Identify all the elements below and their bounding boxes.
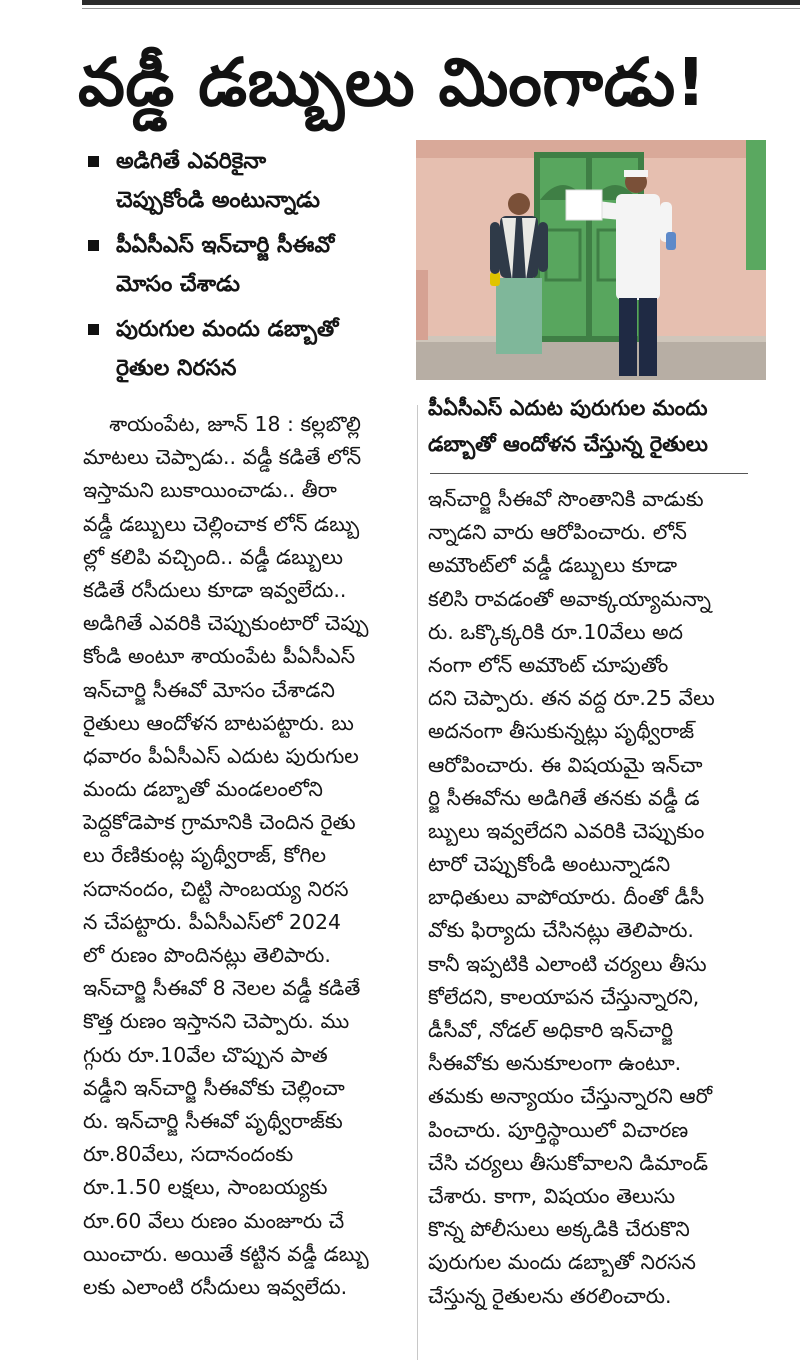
article-line: మందు డబ్బాతో మండలంలోని: [83, 777, 323, 802]
square-bullet-icon: [88, 324, 99, 335]
bullet-line: మోసం చేశాడు: [116, 272, 240, 297]
article-line: ఆరోపించారు. ఈ విషయమై ఇన్‌చా: [428, 752, 703, 777]
bullet-item: [88, 142, 398, 220]
photo-caption: [428, 390, 758, 462]
article-line: అడిగితే ఎవరికి చెప్పుకుంటారో చెప్పు: [83, 611, 369, 636]
article-left-column: [83, 408, 408, 1304]
article-line: లు రేణికుంట్ల పృథ్వీరాజ్, కోగిల: [83, 843, 326, 868]
top-rule: [82, 0, 800, 5]
article-line: మాటలు చెప్పాడు.. వడ్డీ కడితే లోన్: [83, 445, 362, 470]
article-line: వోకు ఫిర్యాదు చేసినట్లు తెలిపారు.: [428, 918, 694, 943]
article-line: శాయంపేట, జూన్ 18 : కల్లబొల్లి: [83, 412, 361, 436]
article-line: న్నాడని వారు ఆరోపించారు. లోన్: [428, 520, 687, 545]
article-line: ఇన్‌చార్జి సీఈవో సొంతానికి వాడుకు: [428, 487, 704, 511]
top-rule-thin: [82, 8, 800, 9]
article-line: రూ.1.50 లక్షలు, సాంబయ్యకు: [83, 1175, 328, 1200]
subhead-bullets: [88, 142, 398, 394]
article-line: దని చెప్పారు. తన వద్ద రూ.25 వేలు: [428, 686, 715, 711]
article-right-column: [428, 483, 768, 1313]
article-line: గ్గురు రూ.10వేల చొప్పున పాత: [83, 1042, 328, 1067]
article-line: ఇన్‌చార్జి సీఈవో 8 నెలల వడ్డీ కడితే: [83, 976, 361, 1001]
article-line: కొత్త రుణం ఇస్తానని చెప్పారు. ము: [83, 1009, 350, 1034]
article-line: ఇస్తామని బుకాయించాడు.. తీరా: [83, 478, 337, 503]
caption-line: పీఏసీఎస్ ఎదుట పురుగుల మందు: [428, 396, 708, 420]
bullet-item: [88, 310, 398, 388]
news-photo: [416, 140, 766, 380]
article-line: రైతులు ఆందోళన బాటపట్టారు. బు: [83, 710, 354, 735]
article-line: తమకు అన్యాయం చేస్తున్నారని ఆరో: [428, 1084, 713, 1109]
article-line: చేస్తున్న రైతులను తరలించారు.: [428, 1283, 672, 1308]
article-line: చేసి చర్యలు తీసుకోవాలని డిమాండ్: [428, 1150, 709, 1175]
article-line: కోలేదని, కాలయాపన చేస్తున్నారని,: [428, 984, 700, 1009]
article-line: ర్జి సీఈవోను అడిగితే తనకు వడ్డీ డ: [428, 785, 700, 810]
article-line: యించారు. అయితే కట్టిన వడ్డీ డబ్బు: [83, 1241, 369, 1266]
article-line: లకు ఎలాంటి రసీదులు ఇవ్వలేదు.: [83, 1274, 348, 1299]
article-line: పించారు. పూర్తిస్థాయిలో విచారణ: [428, 1117, 689, 1142]
bullet-line: రైతుల నిరసన: [116, 356, 237, 381]
article-line: లో రుణం పొందినట్లు తెలిపారు.: [83, 943, 331, 967]
article-line: బ్బులు ఇవ్వలేదని ఎవరికి చెప్పుకుం: [428, 818, 705, 843]
article-line: రు. ఇన్‌చార్జి సీఈవో పృథ్వీరాజ్‌కు: [83, 1108, 343, 1133]
bullet-line: చెప్పుకోండి అంటున్నాడు: [116, 188, 320, 213]
column-divider: [417, 405, 418, 1360]
article-line: రూ.60 వేలు రుణం మంజూరు చే: [83, 1208, 345, 1233]
article-line: కలిసి రావడంతో అవాక్కయ్యామన్నా: [428, 586, 712, 611]
article-line: పెద్దకోడెపాక గ్రామానికి చెందిన రైతు: [83, 810, 356, 835]
bullet-line: అడిగితే ఎవరికైనా: [116, 149, 267, 174]
article-line: కోండి అంటూ శాయంపేట పీఏసీఎస్: [83, 644, 356, 669]
article-line: రూ.80వేలు, సదానందంకు: [83, 1142, 294, 1167]
article-line: టారో చెప్పుకోండి అంటున్నాడని: [428, 852, 671, 877]
bullet-line: పీఏసీఎస్ ఇన్‌చార్జి సీఈవో: [116, 233, 335, 258]
article-line: అదనంగా తీసుకున్నట్లు పృథ్వీరాజ్: [428, 719, 695, 744]
article-line: సదానందం, చిట్టి సాంబయ్య నిరస: [83, 876, 349, 901]
photo-illustration: [416, 140, 766, 380]
caption-line: డబ్బాతో ఆందోళన చేస్తున్న రైతులు: [428, 432, 708, 456]
article-line: ఇన్‌చార్జి సీఈవో మోసం చేశాడని: [83, 677, 335, 702]
article-line: న చేపట్టారు. పీఏసీఎస్‌లో 2024: [83, 909, 342, 934]
article-line: డీసీవో, నోడల్ అధికారి ఇన్‌చార్జి: [428, 1018, 674, 1042]
bullet-item: [88, 226, 398, 304]
article-line: వడ్డీని ఇన్‌చార్జి సీఈవోకు చెల్లించా: [83, 1075, 345, 1100]
square-bullet-icon: [88, 156, 99, 167]
caption-rule: [430, 473, 748, 474]
article-line: పురుగుల మందు డబ్బాతో నిరసన: [428, 1250, 696, 1275]
article-line: వడ్డీ డబ్బులు చెల్లించాక లోన్ డబ్బు: [83, 511, 360, 536]
article-line: ల్లో కలిపి వచ్చింది.. వడ్డీ డబ్బులు: [83, 544, 343, 569]
article-line: రు. ఒక్కొక్కరికి రూ.10వేలు అద: [428, 619, 684, 644]
square-bullet-icon: [88, 240, 99, 251]
article-line: నంగా లోన్ అమౌంట్ చూపుతోం: [428, 652, 669, 677]
headline: వడ్డీ డబ్బులు మింగాడు!: [78, 44, 707, 121]
article-line: బాధితులు వాపోయారు. దీంతో డీసీ: [428, 885, 705, 910]
article-line: కొన్న పోలీసులు అక్కడికి చేరుకొని: [428, 1217, 690, 1242]
article-line: ధవారం పీఏసీఎస్ ఎదుట పురుగుల: [83, 743, 359, 768]
article-line: కానీ ఇప్పటికి ఎలాంటి చర్యలు తీసు: [428, 951, 707, 976]
article-line: కడితే రసీదులు కూడా ఇవ్వలేదు..: [83, 577, 347, 602]
article-line: అమౌంట్‌లో వడ్డీ డబ్బులు కూడా: [428, 553, 678, 578]
article-line: చేశారు. కాగా, విషయం తెలుసు: [428, 1183, 676, 1208]
bullet-line: పురుగుల మందు డబ్బాతో: [116, 317, 339, 342]
article-line: సీఈవోకు అనుకూలంగా ఉంటూ.: [428, 1051, 682, 1076]
